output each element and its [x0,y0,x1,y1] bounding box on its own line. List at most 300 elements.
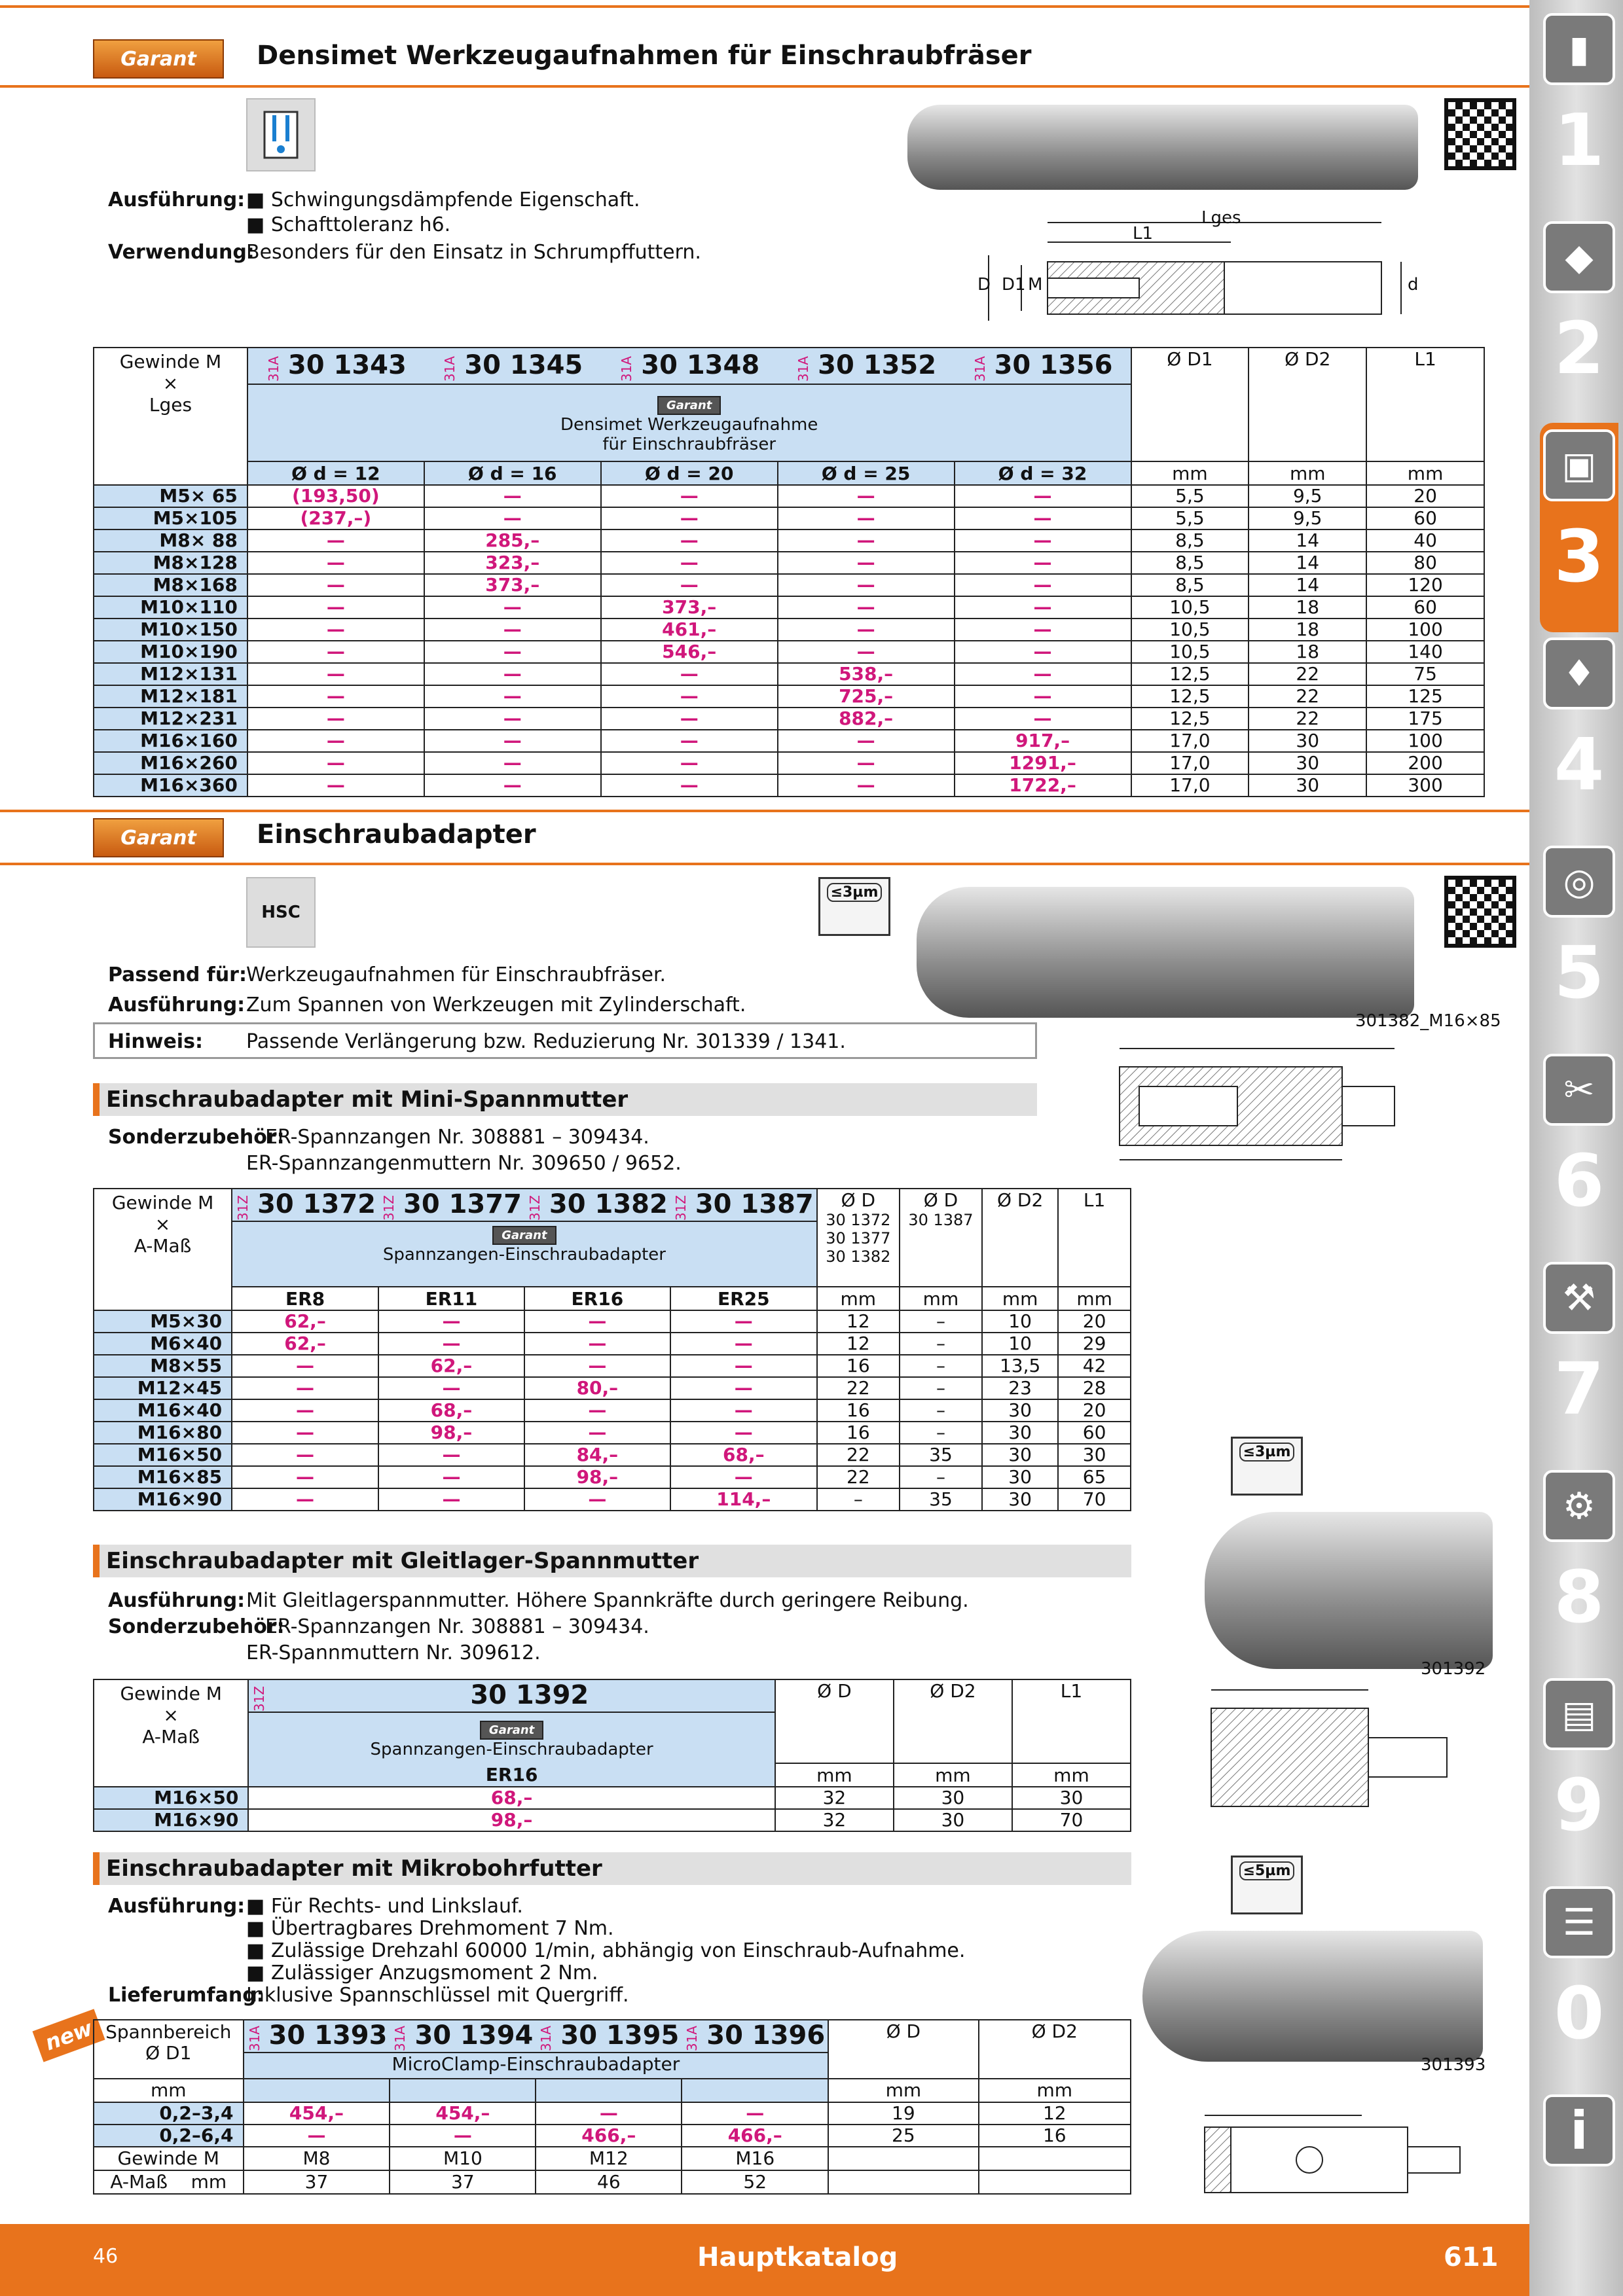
price-cell: 98,– [378,1422,524,1444]
runout-tolerance-badge: ≤3µm [818,877,890,936]
chapter-tab-1[interactable] [1540,7,1618,216]
price-cell: — [378,1310,524,1333]
value-cell: 16 [817,1355,900,1377]
price-cell: — [424,663,601,685]
page-number-right: 611 [1444,2242,1499,2272]
price-cell: — [232,1466,378,1488]
chapter-tab-3[interactable] [1540,423,1618,632]
value-cell: 12 [979,2102,1131,2125]
row-label: M8×168 [94,574,247,596]
value-cell: 28 [1058,1377,1131,1399]
value-cell: 30 [982,1444,1058,1466]
dimension-drawing [1178,1682,1493,1820]
value-cell: 30 [982,1488,1058,1511]
price-cell: — [390,2125,536,2147]
row-label: M12×45 [94,1377,232,1399]
unit: mm [900,1287,982,1310]
value-cell: 18 [1249,596,1366,619]
value-cell: 30 [1249,730,1366,752]
chapter-tab-i[interactable] [1540,2088,1618,2296]
chapter-number: 6 [1554,1139,1605,1223]
header-gewinde: Gewinde M × A-Maß [94,1189,232,1310]
row-label: M16×50 [94,1787,248,1809]
value-cell: 20 [1366,485,1484,507]
row-label: M6×40 [94,1333,232,1355]
header-d2: Ø D2 [982,1189,1058,1287]
article-number: 31A 30 1394 [390,2020,536,2053]
chapter-tab-4[interactable] [1540,631,1618,840]
article-number: 31Z 30 1387 [670,1189,817,1221]
value-cell: 22 [817,1377,900,1399]
value-cell: 20 [1058,1310,1131,1333]
price-cell: — [247,685,424,708]
price-cell: 461,– [601,619,778,641]
price-cell: — [601,485,778,507]
table-row [94,2102,1131,2125]
price-cell: 68,– [378,1399,524,1422]
chapter-icon: ▣ [1543,429,1615,501]
price-cell: 68,– [670,1444,817,1466]
ausfuehrung-item: ■ Für Rechts- und Linkslauf. [246,1895,523,1918]
densimet-table [93,347,1485,797]
sonderzubehoer-label: Sonderzubehör: [108,1126,285,1149]
chapter-icon: ◎ [1543,846,1615,918]
value-cell: 5,5 [1131,485,1249,507]
value-cell: 42 [1058,1355,1131,1377]
row-label: M12×131 [94,663,247,685]
price-cell: — [778,774,955,797]
price-cell: 882,– [778,708,955,730]
sonderzubehoer-label: Sonderzubehör: [108,1615,285,1638]
diameter-head: Ø d = 25 [778,461,955,485]
row-label: M12×181 [94,685,247,708]
dim-l1: L1 [1133,224,1154,243]
price-cell: 454,– [390,2102,536,2125]
table-row [94,752,1484,774]
chapter-number: 7 [1554,1347,1605,1431]
sonderzubehoer-text: ER-Spannmuttern Nr. 309612. [246,1641,541,1664]
chapter-icon: ◆ [1543,221,1615,293]
price-cell: — [244,2125,390,2147]
price-cell: — [955,641,1131,663]
price-cell: — [670,1310,817,1333]
value-cell: 17,0 [1131,774,1249,797]
ausfuehrung-text: Zum Spannen von Werkzeugen mit Zylinderschaft. [246,994,746,1016]
value-cell: 100 [1366,730,1484,752]
value-cell: 10 [982,1333,1058,1355]
value-cell: 30 [894,1809,1012,1831]
article-number: 31A 30 1343 [247,348,424,384]
price-cell: — [536,2102,682,2125]
value-cell: 140 [1366,641,1484,663]
section-title: Einschraubadapter [257,819,536,850]
value-cell: 60 [1058,1422,1131,1444]
value-cell: 22 [1249,663,1366,685]
row-label: 0,2–3,4 [94,2102,244,2125]
row-label: M16×90 [94,1809,248,1831]
table-body [94,1310,1131,1511]
product-image-mikrobohrfutter [1142,1931,1483,2062]
header-d: Ø D [828,2020,978,2079]
table-row [94,574,1484,596]
new-badge: new [32,2009,105,2062]
row-label: M16×40 [94,1399,232,1422]
section-divider [0,5,1529,8]
price-cell: 917,– [955,730,1131,752]
coolant-icon [246,98,316,171]
header-l1: L1 [1366,348,1484,461]
price-cell: — [524,1355,670,1377]
row-label: M5× 65 [94,485,247,507]
value-cell: 32 [775,1809,894,1831]
value-cell: 30 [1058,1444,1131,1466]
price-cell: 466,– [682,2125,828,2147]
value-cell: 22 [817,1466,900,1488]
qr-code [1444,98,1516,170]
row-label: M8× 88 [94,529,247,552]
row-label: M16×85 [94,1466,232,1488]
price-cell: — [955,596,1131,619]
row-label: 0,2–6,4 [94,2125,244,2147]
unit: mm [1012,1763,1131,1787]
price-cell: — [247,574,424,596]
mini-spannmutter-table [93,1188,1131,1511]
value-cell: 60 [1366,596,1484,619]
value-cell: – [900,1355,982,1377]
chapter-tab-8[interactable] [1540,1463,1618,1673]
section-divider [0,863,1529,865]
garant-logo: Garant [93,818,224,857]
value-cell: 14 [1249,574,1366,596]
table-row [94,774,1484,797]
chapter-number: 5 [1554,931,1605,1014]
row-label: M16×80 [94,1422,232,1444]
row-label: M16×50 [94,1444,232,1466]
price-cell: — [955,507,1131,529]
chapter-tab-0[interactable] [1540,1880,1618,2089]
price-cell: (193,50) [247,485,424,507]
price-cell: — [247,663,424,685]
table-row [94,1787,1131,1809]
header-d: Ø D [775,1679,894,1763]
gewinde-cell: M12 [536,2147,682,2170]
price-cell: — [232,1488,378,1511]
table-row [94,1444,1131,1466]
article-number: 31Z 30 1392 [248,1679,775,1712]
page-number-left: 46 [93,2245,119,2268]
sonderzubehoer-text: ER-Spannzangen Nr. 308881 – 309434. [265,1615,649,1638]
passend-label: Passend für: [108,963,247,986]
product-description: Garant Spannzangen-Einschraubadapter [248,1712,775,1763]
value-cell: 16 [817,1399,900,1422]
price-cell: 62,– [378,1355,524,1377]
value-cell: 30 [982,1422,1058,1444]
price-cell: — [601,708,778,730]
price-cell: — [601,752,778,774]
ausfuehrung-item: ■ Zulässige Drehzahl 60000 1/min, abhängig von Einschraub-Aufnahme. [246,1939,966,1962]
price-cell: — [778,574,955,596]
lieferumfang-text: Inklusive Spannschlüssel mit Quergriff. [246,1984,629,2007]
table-row [94,1399,1131,1422]
value-cell: 175 [1366,708,1484,730]
price-cell: — [778,552,955,574]
article-number: 31Z 30 1377 [378,1189,524,1221]
price-cell: — [955,485,1131,507]
price-cell: — [424,774,601,797]
price-cell: — [601,685,778,708]
value-cell: 30 [982,1399,1058,1422]
unit: mm [828,2079,978,2102]
value-cell: 18 [1249,619,1366,641]
value-cell: 18 [1249,641,1366,663]
value-cell: 25 [828,2125,978,2147]
price-cell: — [247,774,424,797]
image-caption: 301382_M16×85 [1355,1011,1501,1031]
price-cell: — [247,730,424,752]
price-cell: — [670,1377,817,1399]
price-cell: — [378,1333,524,1355]
dim-d1: D1 [1002,275,1026,295]
ausfuehrung-label: Ausführung: [108,994,246,1016]
row-label: M10×190 [94,641,247,663]
table-body [94,1787,1131,1831]
value-cell: 60 [1366,507,1484,529]
gewinde-cell: M10 [390,2147,536,2170]
price-cell: — [670,1333,817,1355]
row-label: M10×110 [94,596,247,619]
value-cell: – [900,1399,982,1422]
chapter-tab-6[interactable] [1540,1047,1618,1257]
price-cell: — [424,596,601,619]
row-label-gewinde: Gewinde M [94,2147,244,2170]
row-label: M8×128 [94,552,247,574]
price-cell: — [955,529,1131,552]
chapter-icon: ▮ [1543,13,1615,85]
unit: mm [1249,461,1366,485]
value-cell: 20 [1058,1399,1131,1422]
dim-d: D [977,275,991,295]
price-cell: 725,– [778,685,955,708]
price-cell: 285,– [424,529,601,552]
value-cell: 14 [1249,552,1366,574]
value-cell: 12 [817,1333,900,1355]
table-row [94,1310,1131,1333]
price-cell: — [955,619,1131,641]
mikrobohrfutter-table [93,2019,1131,2195]
value-cell: 22 [1249,708,1366,730]
value-cell: 10,5 [1131,619,1249,641]
chapter-icon: ☰ [1543,1886,1615,1958]
footer-title: Hauptkatalog [697,2242,898,2272]
price-cell: — [524,1399,670,1422]
price-cell: — [378,1444,524,1466]
value-cell: 12,5 [1131,663,1249,685]
value-cell: 12,5 [1131,708,1249,730]
chapter-tab-7[interactable] [1540,1255,1618,1465]
value-cell: 300 [1366,774,1484,797]
price-cell: — [424,752,601,774]
header-d1: Ø D1 [1131,348,1249,461]
price-cell: — [524,1310,670,1333]
value-cell: 16 [817,1422,900,1444]
gleitlager-table [93,1679,1131,1832]
price-cell: 80,– [524,1377,670,1399]
price-cell: — [778,619,955,641]
price-cell: — [424,685,601,708]
chapter-icon: ▤ [1543,1678,1615,1750]
table-row [94,596,1484,619]
price-cell: — [955,685,1131,708]
value-cell: 100 [1366,619,1484,641]
row-label: M5×105 [94,507,247,529]
unit: mm [982,1287,1058,1310]
table-row [94,507,1484,529]
price-cell: — [524,1333,670,1355]
passend-text: Werkzeugaufnahmen für Einschraubfräser. [246,963,666,986]
price-cell: (237,–) [247,507,424,529]
unit: mm [1366,461,1484,485]
product-image-densimet [907,105,1418,190]
price-cell: — [247,529,424,552]
value-cell: 14 [1249,529,1366,552]
price-cell: — [247,619,424,641]
value-cell: 65 [1058,1466,1131,1488]
product-description: MicroClamp-Einschraubadapter [244,2053,829,2079]
table-body [94,485,1484,797]
value-cell: – [900,1422,982,1444]
price-cell: — [524,1422,670,1444]
price-cell: 68,– [248,1787,775,1809]
price-cell: — [247,552,424,574]
price-cell: — [247,641,424,663]
price-cell: — [247,752,424,774]
price-cell: — [778,485,955,507]
unit: mm [894,1763,1012,1787]
table-row [94,2125,1131,2147]
hsc-badge: HSC [246,877,316,948]
chapter-tab-2[interactable] [1540,215,1618,424]
unit: mm [1131,461,1249,485]
ausfuehrung-item: ■ Schafttoleranz h6. [246,213,451,236]
value-cell: 35 [900,1488,982,1511]
value-cell: 30 [1249,752,1366,774]
chapter-icon: ✂ [1543,1054,1615,1126]
hinweis-label: Hinweis: [108,1030,203,1053]
section-title: Densimet Werkzeugaufnahmen für Einschraubfräser [257,41,1032,71]
header-gewinde: Gewinde M × Lges [94,348,247,485]
table-row [94,1355,1131,1377]
ausfuehrung-label: Ausführung: [108,1589,246,1612]
chapter-number: 8 [1554,1555,1605,1639]
unit: mm [775,1763,894,1787]
value-cell: 12 [817,1310,900,1333]
image-caption: 301393 [1421,2055,1486,2075]
price-cell: 546,– [601,641,778,663]
table-row [94,1333,1131,1355]
article-number: 31Z 30 1372 [232,1189,378,1221]
table-row [94,1466,1131,1488]
collet-size: ER16 [248,1763,775,1787]
product-image-einschraubadapter [917,887,1414,1018]
price-cell: 114,– [670,1488,817,1511]
header-d: Ø D 30 1372 30 1377 30 1382 [817,1189,900,1287]
chapter-icon: ⚒ [1543,1262,1615,1334]
header-l1: L1 [1058,1189,1131,1287]
price-cell: 1291,– [955,752,1131,774]
product-description: Garant Spannzangen-Einschraubadapter [232,1221,817,1287]
price-cell: — [378,1466,524,1488]
article-number: 31A 30 1352 [778,348,955,384]
garant-logo: Garant [480,1721,543,1740]
header-gewinde: Gewinde M × A-Maß [94,1679,248,1787]
chapter-tab-9[interactable] [1540,1672,1618,1881]
value-cell: 32 [775,1787,894,1809]
value-cell: 9,5 [1249,485,1366,507]
value-cell: 40 [1366,529,1484,552]
row-label: M16×360 [94,774,247,797]
value-cell: 12,5 [1131,685,1249,708]
chapter-tab-5[interactable] [1540,839,1618,1049]
table-row [94,552,1484,574]
garant-logo: Garant [492,1226,556,1245]
chapter-icon: ♦ [1543,637,1615,709]
chapter-number: 0 [1554,1971,1605,2055]
row-label: M10×150 [94,619,247,641]
price-cell: — [601,730,778,752]
value-cell: – [900,1310,982,1333]
amass-cell: 37 [244,2170,390,2194]
header-d2: Ø D2 [894,1679,1012,1763]
value-cell: 22 [817,1444,900,1466]
value-cell: 30 [1012,1787,1131,1809]
price-cell: — [670,1399,817,1422]
table-row [94,730,1484,752]
unit: mm [817,1287,900,1310]
price-cell: — [232,1444,378,1466]
value-cell: 30 [982,1466,1058,1488]
header-spannbereich: Spannbereich Ø D1 [94,2020,244,2079]
lieferumfang-label: Lieferumfang: [108,1984,264,2007]
row-label: M5×30 [94,1310,232,1333]
ausfuehrung-label: Ausführung: [108,188,246,211]
price-cell: — [778,752,955,774]
value-cell: 22 [1249,685,1366,708]
price-cell: — [378,1488,524,1511]
subsection-title: Einschraubadapter mit Gleitlager-Spannmutter [93,1545,1131,1577]
row-label: M16×160 [94,730,247,752]
value-cell: 17,0 [1131,730,1249,752]
header-l1: L1 [1012,1679,1131,1763]
section-divider [0,85,1529,88]
ausfuehrung-label: Ausführung: [108,1895,246,1918]
value-cell: 10,5 [1131,641,1249,663]
value-cell: 35 [900,1444,982,1466]
diameter-head: Ø d = 16 [424,461,601,485]
price-cell: — [601,507,778,529]
chapter-icon: i [1543,2094,1615,2166]
collet-size: ER8 [232,1287,378,1310]
price-cell: — [601,552,778,574]
verwendung-label: Verwendung: [108,241,255,264]
price-cell: — [670,1466,817,1488]
price-cell: — [601,574,778,596]
amass-cell: 52 [682,2170,828,2194]
image-caption: 301392 [1421,1659,1486,1679]
ausfuehrung-item: ■ Übertragbares Drehmoment 7 Nm. [246,1917,614,1940]
value-cell: 29 [1058,1333,1131,1355]
price-cell: — [601,529,778,552]
article-number: 31A 30 1393 [244,2020,390,2053]
